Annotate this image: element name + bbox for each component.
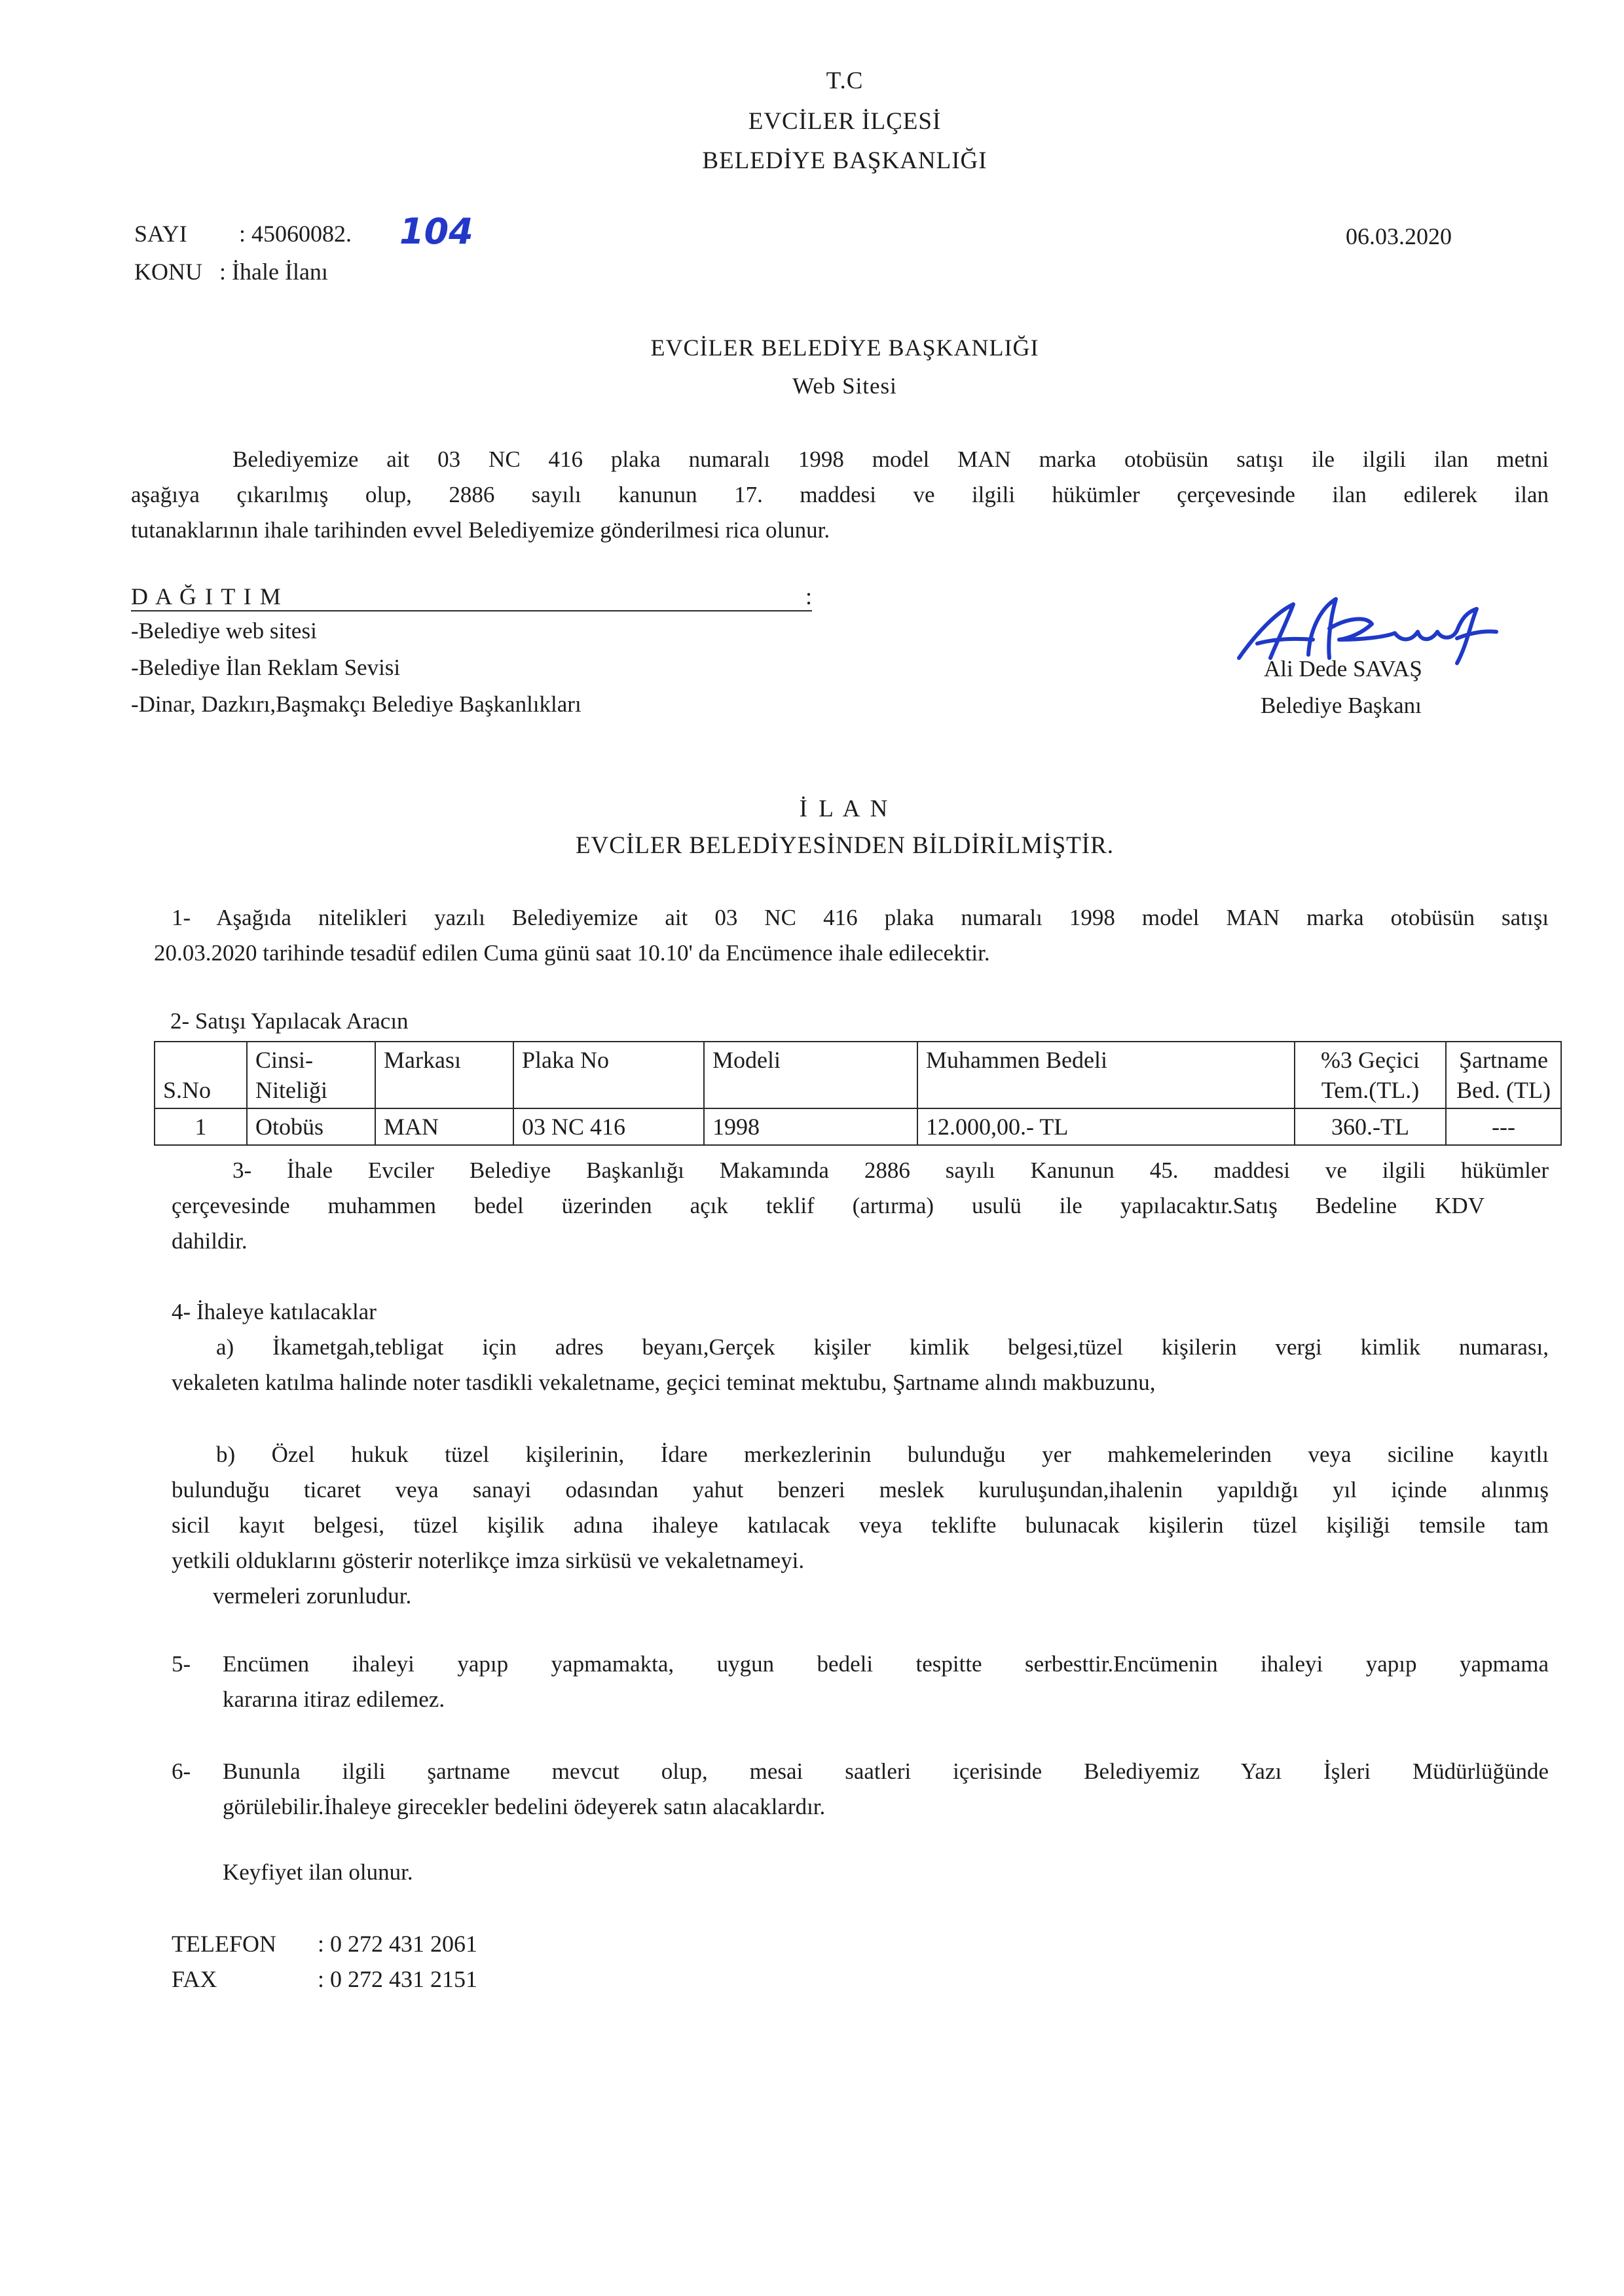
cell-sno: 1 [155,1108,247,1145]
col-marka: Markası [375,1042,513,1108]
table-row [155,1108,1561,1145]
item1-line-2: 20.03.2020 tarihinde tesadüf edilen Cuma günü saat 10.10' da Encümence ihale edilecektir. [154,940,990,966]
item5-line-1: Encümen ihaleyi yapıp yapmamakta, uygun bedeli tespitte serbesttir.Encümenin ihaleyi yapıp yapmama [223,1651,1549,1677]
table-header-row [155,1042,1561,1108]
signatory-title: Belediye Başkanı [1261,693,1422,718]
col-cinsi-line-1: Cinsi- [255,1047,314,1073]
cell-marka: MAN [375,1108,513,1145]
ilan-title: İ L A N [799,795,891,822]
fax-value: : 0 272 431 2151 [318,1966,478,1992]
col-teminat-line-2: Tem.(TL.) [1321,1077,1420,1103]
col-sartname-line-2: Bed. (TL) [1456,1077,1551,1103]
item5-number: 5- [172,1651,191,1677]
col-sartname [1446,1042,1561,1108]
item4-b-line-2: bulunduğu ticaret veya sanayi odasından yahut benzeri meslek kuruluşundan,ihalenin yapıldığı yıl içinde alınmış [172,1477,1549,1503]
telefon-label: TELEFON [172,1931,276,1957]
cell-bedel: 12.000,00.- TL [917,1108,1295,1145]
cell-model: 1998 [704,1108,917,1145]
col-plaka: Plaka No [513,1042,704,1108]
sayi-label: SAYI [134,221,187,247]
distribution-item: -Belediye web sitesi [131,618,317,644]
cell-cinsi: Otobüs [247,1108,375,1145]
closing-text: Keyfiyet ilan olunur. [223,1859,413,1885]
item4-a-line-2: vekaleten katılma halinde noter tasdikli vekaletname, geçici teminat mektubu, Şartname alındı makbuzunu, [172,1370,1156,1395]
col-cinsi [247,1042,375,1108]
item6-line-2: görülebilir.İhaleye girecekler bedelini ödeyerek satın alacaklardır. [223,1794,826,1819]
recipient-title: EVCİLER BELEDİYE BAŞKANLIĞI [650,335,1039,361]
item6-number: 6- [172,1758,191,1784]
item4-label: 4- İhaleye katılacaklar [172,1299,377,1324]
item3-line-1: 3- İhale Evciler Belediye Başkanlığı Makamında 2886 sayılı Kanunun 45. maddesi ve ilgili hükümler [232,1157,1549,1183]
item1-line-1: 1- Aşağıda nitelikleri yazılı Belediyemize ait 03 NC 416 plaka numaralı 1998 model MAN marka otobüsün satışı [172,905,1549,930]
header-line-baskanlik: BELEDİYE BAŞKANLIĞI [702,147,987,174]
item5-line-2: kararına itiraz edilemez. [223,1686,445,1712]
item4-b-line-3: sicil kayıt belgesi, tüzel kişilik adına ihaleye katılacak veya teklifte bulunacak kişilerin tüzel kişiliği temsile tam [172,1512,1549,1538]
col-sartname-line-1: Şartname [1459,1047,1548,1073]
vehicle-table [154,1041,1562,1146]
intro-line-1: Belediyemize ait 03 NC 416 plaka numaralı 1998 model MAN marka otobüsün satışı ile ilgili ilan metni [232,446,1549,472]
col-cinsi-line-2: Niteliği [255,1077,327,1103]
ilan-subtitle: EVCİLER BELEDİYESİNDEN BİLDİRİLMİŞTİR. [575,832,1115,859]
col-teminat-line-1: %3 Geçici [1321,1047,1420,1073]
cell-teminat: 360.-TL [1295,1108,1446,1145]
item4-b-line-4: yetkili olduklarını gösterir noterlikçe imza sirküsü ve vekaletnameyi. [172,1548,805,1573]
sayi-handwritten-number: 104 [399,211,473,252]
col-teminat [1295,1042,1446,1108]
item4-b-line-1: b) Özel hukuk tüzel kişilerinin, İdare merkezlerinin bulunduğu yer mahkemelerinden veya siciline kayıtlı [216,1442,1549,1467]
konu-label: KONU [134,259,202,285]
signatory-name: Ali Dede SAVAŞ [1264,656,1422,682]
item4-a-line-1: a) İkametgah,tebligat için adres beyanı,Gerçek kişiler kimlik belgesi,tüzel kişilerin vergi kimlik numarası, [216,1334,1549,1360]
intro-line-3: tutanaklarının ihale tarihinden evvel Belediyemize gönderilmesi rica olunur. [131,517,830,543]
col-model: Modeli [704,1042,917,1108]
distribution-item: -Belediye İlan Reklam Sevisi [131,655,401,680]
distribution-title-rule [131,583,812,611]
item3-line-2: çerçevesinde muhammen bedel üzerinden açık teklif (artırma) usulü ile yapılacaktır.Satış Bedeline KDV [172,1193,1485,1218]
fax-label: FAX [172,1966,217,1992]
item6-line-1: Bununla ilgili şartname mevcut olup, mesai saatleri içerisinde Belediyemiz Yazı İşleri Müdürlüğünde [223,1758,1549,1784]
distribution-colon: : [805,583,812,610]
intro-line-2: aşağıya çıkarılmış olup, 2886 sayılı kanunun 17. maddesi ve ilgili hükümler çerçevesinde ilan edilerek ilan [131,482,1549,507]
konu-value: : İhale İlanı [219,259,328,285]
cell-sartname: --- [1446,1108,1561,1145]
distribution-item: -Dinar, Dazkırı,Başmakçı Belediye Başkanlıkları [131,691,581,717]
item3-line-3: dahildir. [172,1228,248,1254]
distribution-title: D A Ğ I T I M [131,583,282,610]
cell-plaka: 03 NC 416 [513,1108,704,1145]
sayi-value: : 45060082. [239,221,352,247]
col-sno: S.No [155,1042,247,1108]
recipient-subtitle: Web Sitesi [792,373,897,399]
item4-b-line-5: vermeleri zorunludur. [213,1583,412,1609]
item2-label: 2- Satışı Yapılacak Aracın [170,1008,409,1034]
telefon-value: : 0 272 431 2061 [318,1931,478,1957]
document-date: 06.03.2020 [1346,223,1452,249]
header-line-tc: T.C [826,67,864,94]
col-bedel: Muhammen Bedeli [917,1042,1295,1108]
header-line-ilce: EVCİLER İLÇESİ [748,108,942,135]
